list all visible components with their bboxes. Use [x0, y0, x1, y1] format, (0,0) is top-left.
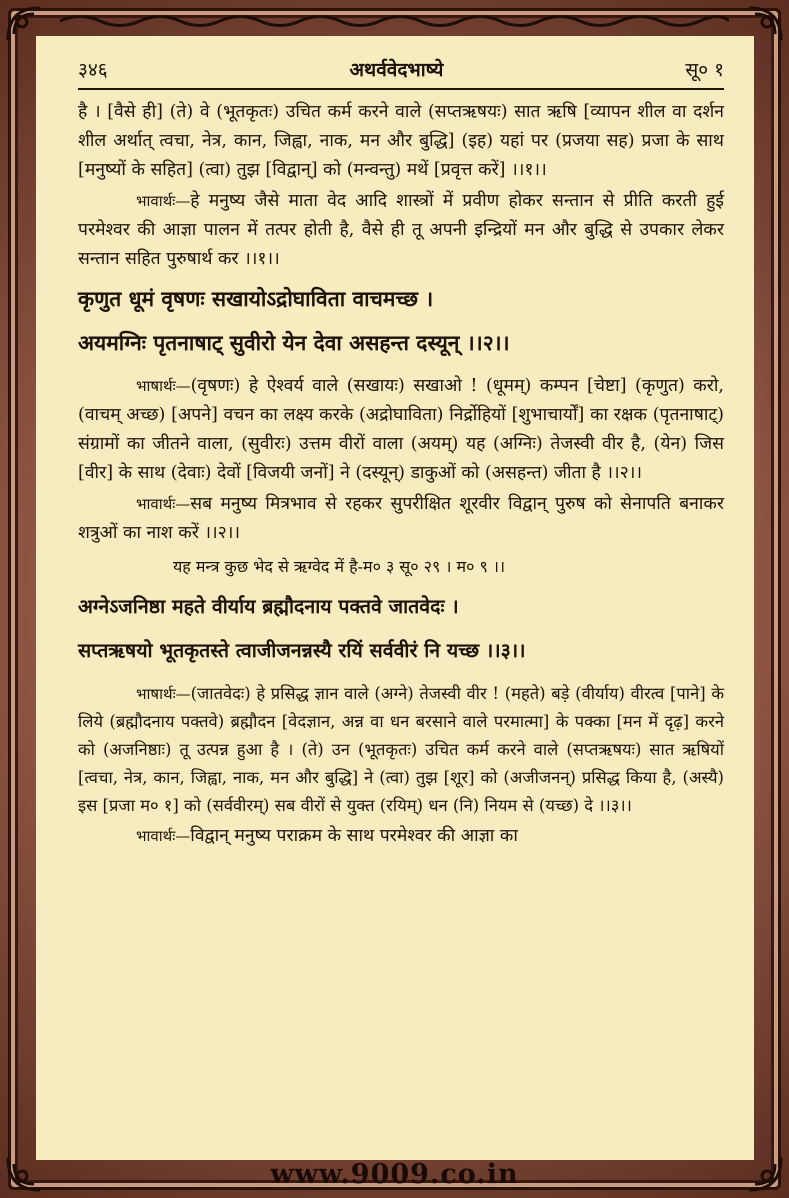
- bhavartha-label: भावार्थः—: [136, 827, 191, 845]
- commentary-paragraph: है । [वैसे ही] (ते) वे (भूतकृतः) उचित कर्म करने वाले (सप्तऋषयः) सात ऋषि [व्यापन शील वा दर्शन शील अर्थात् त्वचा, नेत्र, कान, जिह्वा, नाक, मन और बुद्धि] (इह) यहां पर (प्रजया सह) प्रजा के साथ [मनुष्यों के सहित] (त्वा) तुझ [विद्वान्] को (मन्वन्तु) मथें [प्रवृत्त करें] ।।१।।: [78, 102, 724, 180]
- bhasharth-label: भाषार्थः—: [136, 377, 191, 395]
- bhasharth-text: (वृषणः) हे ऐश्वर्य वाले (सखायः) सखाओ ! (धूमम्) कम्पन [चेष्टा] (कृणुत) करो, (वाचम् अच्छ) [अपने] वचन का लक्ष्य करके (अद्रोघाविता) निर्द्रोहियों [शुभाचार्यों] का रक्षक (पृतनाषाट्) संग्रामों का जीतने वाला, (सुवीरः) उत्तम वीरों वाला (अयम्) यह (अग्निः) तेजस्वी वीर है, (येन) जिस [वीर] के साथ (देवाः) देवों [विजयी जनों] ने (दस्यून्) डाकुओं को (असहन्त) जीता है ।।२।।: [78, 376, 724, 483]
- bhavartha-text: विद्वान् मनुष्य पराक्रम के साथ परमेश्वर की आज्ञा का: [190, 826, 518, 846]
- scroll-ornament-icon: [60, 12, 729, 30]
- bhavartha-paragraph: [78, 490, 724, 548]
- bhasharth-paragraph: [78, 372, 724, 488]
- bhasharth-paragraph: [78, 680, 724, 820]
- bhasharth-label: भाषार्थः—: [136, 685, 191, 703]
- sukta-number: सू० १: [685, 59, 724, 81]
- bhavartha-label: भावार्थः—: [136, 192, 191, 210]
- bhavartha-label: भावार्थः—: [136, 495, 191, 513]
- bhavartha-paragraph: [78, 187, 724, 274]
- mantra-line: कृणुत धूमं वृषणः सखायोऽद्रोघाविता वाचमच्छ ।: [78, 286, 434, 311]
- book-page: [36, 36, 754, 1160]
- website-watermark: www.9009.co.in: [270, 1159, 519, 1190]
- bhavartha-text: सब मनुष्य मित्रभाव से रहकर सुपरीक्षित शूरवीर विद्वान् पुरुष को सेनापति बनाकर शत्रुओं का नाश करें ।।२।।: [78, 494, 724, 543]
- page-number: ३४६: [78, 59, 108, 81]
- book-title: अथर्ववेदभाष्ये: [349, 59, 444, 81]
- mantra-line: अयमग्निः पृतनाषाट् सुवीरो येन देवा असहन्त दस्यून् ।।२।।: [78, 330, 510, 355]
- bhasharth-text: (जातवेदः) हे प्रसिद्ध ज्ञान वाले (अग्ने) तेजस्वी वीर ! (महते) बड़े (वीर्याय) वीरत्व [पाने] के लिये (ब्रह्मौदनाय पक्तवे) ब्रह्मौदन [वेदज्ञान, अन्न वा धन बरसाने वाले परमात्मा] के पक्का [मन में दृढ़] करने को (अजनिष्ठाः) तू उत्पन्न हुआ है । (ते) उन (भूतकृतः) उचित कर्म करने वाले (सप्तऋषयः) सात ऋषियों [त्वचा, नेत्र, कान, जिह्वा, नाक, मन और बुद्धि] ने (त्वा) तुझ [शूर] को (अजीजनन्) प्रसिद्ध किया है, (अस्यै) इस [प्रजा म० १] को (सर्ववीरम्) सब वीरों से युक्त (रयिम्) धन (नि) नियम से (यच्छ) दे ।।३।।: [78, 684, 724, 815]
- reference-note: यह मन्त्र कुछ भेद से ऋग्वेद में है-म० ३ सू० २९ । म० ९ ।।: [173, 557, 506, 576]
- page-header: [78, 56, 724, 90]
- bhavartha-paragraph: [78, 822, 724, 851]
- mantra-line: अग्नेऽजनिष्ठा महते वीर्याय ब्रह्मौदनाय पक्तवे जातवेदः ।: [78, 595, 459, 618]
- bhavartha-text: हे मनुष्य जैसे माता वेद आदि शास्त्रों में प्रवीण होकर सन्तान से प्रीति करती हुई परमेश्वर की आज्ञा पालन में तत्पर होती है, वैसे ही तू अपनी इन्द्रियों मन और बुद्धि से उपकार लेकर सन्तान सहित पुरुषार्थ कर ।।१।।: [78, 191, 724, 269]
- mantra-line: सप्तऋषयो भूतकृतस्ते त्वाजीजनन्नस्यै रयिं सर्ववीरं नि यच्छ ।।३।।: [78, 639, 526, 662]
